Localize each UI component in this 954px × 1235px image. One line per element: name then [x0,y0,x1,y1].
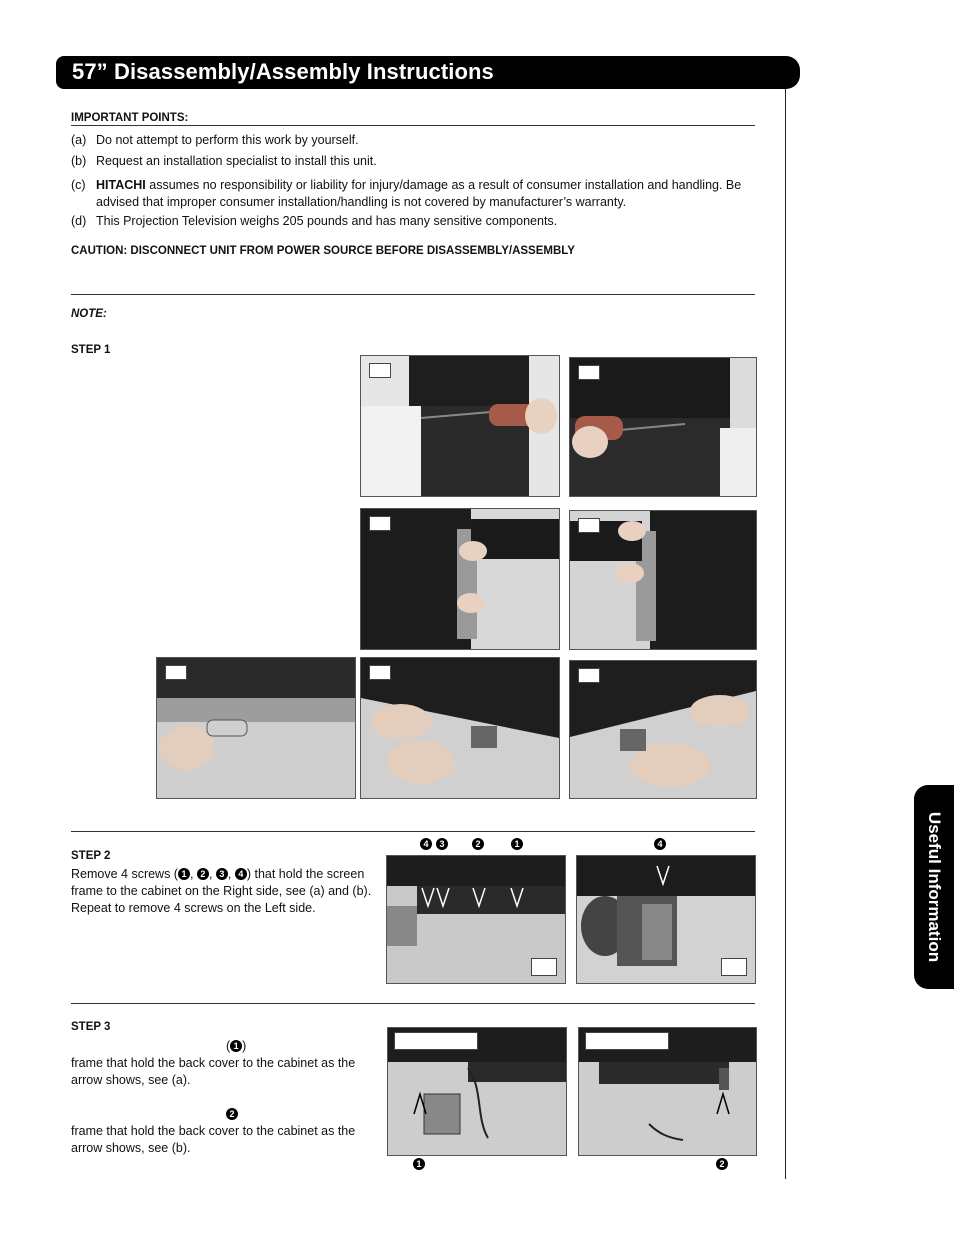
callout-number: 3 [436,838,448,850]
callout-number: 2 [226,1108,238,1120]
callout-number: 4 [235,868,247,880]
item-letter: (b) [71,154,87,168]
photo-tag [585,1032,669,1050]
item-letter: (d) [71,214,87,228]
photo-tag [578,668,600,683]
callout-number: 2 [472,838,484,850]
step1-photo-d [569,510,757,650]
step1-label: STEP 1 [71,344,111,356]
step1-photo-f [360,657,560,799]
step1-photo-b [569,357,757,497]
photo-tag [369,363,391,378]
callout-number: 2 [716,1158,728,1170]
section-rule [71,831,755,832]
photo-tag [369,665,391,680]
step1-photo-c [360,508,560,650]
paren: ) [242,1039,247,1053]
step2-text-after: ) that hold the screen frame to the cabinet on the Right side, see (a) and (b). Repeat to remove 4 screws on the Left side. [71,867,372,915]
callout-number: 1 [413,1158,425,1170]
item-letter: (c) [71,178,86,192]
title-bar [56,56,800,89]
side-tab [914,785,954,989]
step3-label: STEP 3 [71,1021,111,1033]
section-rule [71,294,755,295]
step2-text: Remove 4 screws ( 1 , 2 , 3 , 4 ) that hold the screen frame to the cabinet on the Right side, see (a) and (b). Repeat to remove 4 screws on the Left side. [71,867,372,915]
section-rule [71,1003,755,1004]
paren: ( [226,1039,231,1053]
step2-text-before: Remove 4 screws ( [71,867,178,881]
item-text: Request an installation specialist to install this unit. [96,154,377,168]
step3-photo-a [387,1027,567,1156]
step2-photo-b [576,855,756,984]
callout-number: 1 [511,838,523,850]
right-margin-rule [785,89,786,1179]
item-text-rest: assumes no responsibility or liability for injury/damage as a result of consumer installation and handling. Be advised that improper consumer installation/handling is not covered by manufacturer’s warranty. [96,178,742,209]
step2-photo-a [386,855,566,984]
photo-tag [394,1032,478,1050]
item-letter: (a) [71,133,87,147]
page-title: 57” Disassembly/Assembly Instructions [72,59,494,84]
photo-tag [369,516,391,531]
callout-number: 2 [197,868,209,880]
callout-number: 1 [178,868,190,880]
callout-number: 1 [230,1040,242,1052]
step1-photo-e [156,657,356,799]
callout-number: 4 [654,838,666,850]
step3-line1 [226,1038,246,1055]
photo-tag [578,518,600,533]
caution-text: CAUTION: DISCONNECT UNIT FROM POWER SOURCE BEFORE DISASSEMBLY/ASSEMBLY [71,245,575,257]
step1-photo-a [360,355,560,497]
callout-number: 3 [216,868,228,880]
note-label: NOTE: [71,308,107,320]
photo-tag [578,365,600,380]
important-rule [71,125,755,126]
item-text [96,177,761,211]
step3-line2 [226,1106,238,1123]
important-heading: IMPORTANT POINTS: [71,112,189,124]
step3-para1: frame that hold the back cover to the cabinet as the arrow shows, see (a). [71,1056,356,1087]
side-tab-label: Useful Information [925,811,944,963]
item-text: This Projection Television weighs 205 pounds and has many sensitive components. [96,214,558,228]
step3-photo-b [578,1027,757,1156]
step1-photo-g [569,660,757,799]
callout-number: 4 [420,838,432,850]
step3-para2: frame that hold the back cover to the cabinet as the arrow shows, see (b). [71,1124,356,1155]
item-text: Do not attempt to perform this work by yourself. [96,133,359,147]
brand-name: HITACHI [96,178,146,192]
step2-label: STEP 2 [71,850,111,862]
photo-tag [721,958,747,976]
photo-tag [165,665,187,680]
photo-tag [531,958,557,976]
